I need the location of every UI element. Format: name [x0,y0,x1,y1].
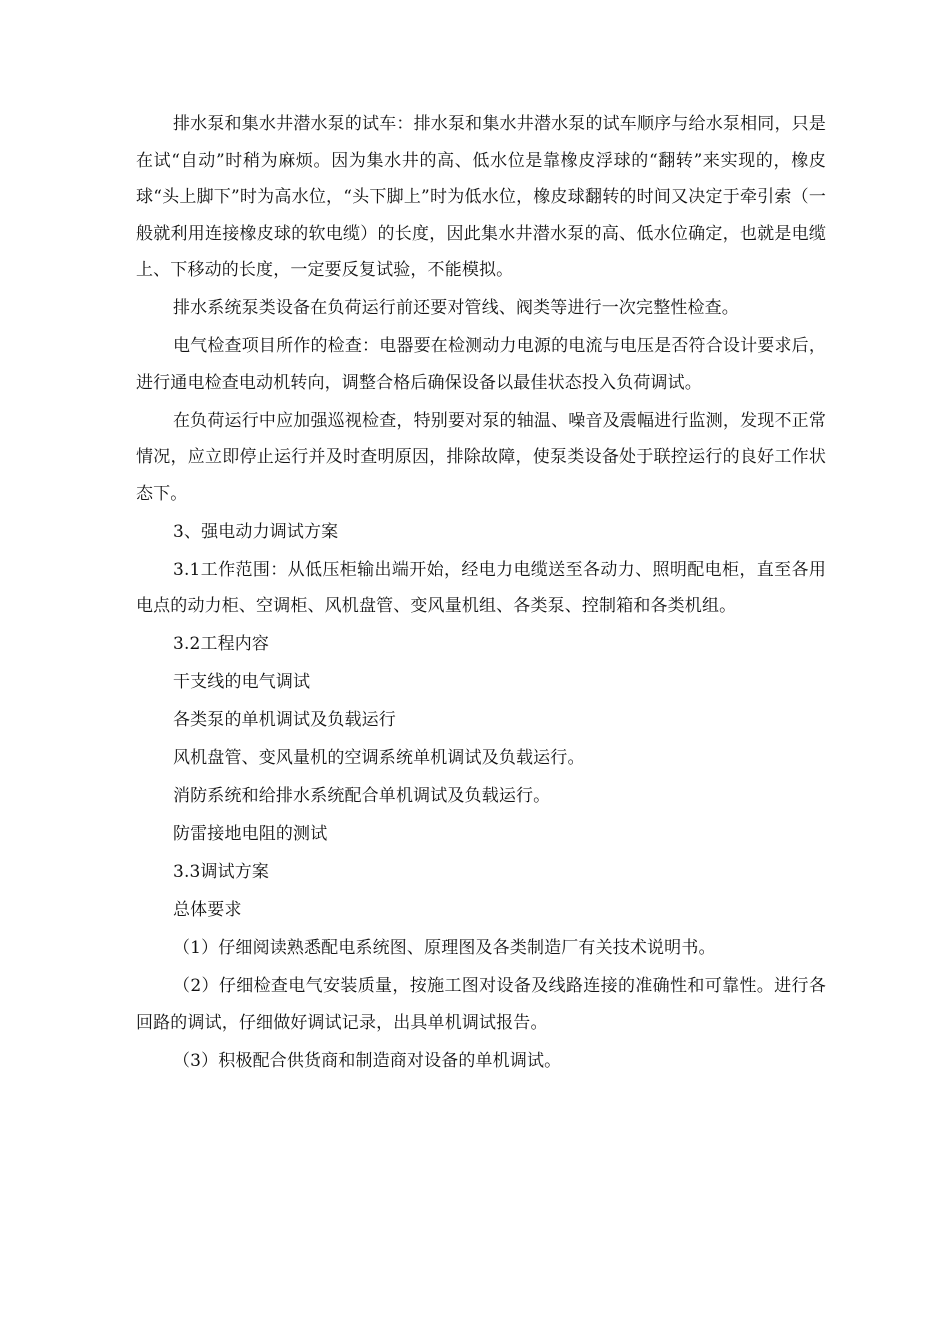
section-heading-test-plan: 3.3调试方案 [173,862,270,882]
list-item-trunk-line-test: 干支线的电气调试 [173,672,311,692]
paragraph-drain-pump-test: 排水泵和集水井潜水泵的试车：排水泵和集水井潜水泵的试车顺序与给水泵相同，只是在试“自动”时稍为麻烦。因为集水井的高、低水位是靠橡皮浮球的“翻转”来实现的，橡皮球“头上脚下”时为高水位，“头下脚上”时为低水位，橡皮球翻转的时间又决定于牵引索（一般就利用连接橡皮球的软电缆）的长度，因此集水井潜水泵的高、低水位确定，也就是电缆上、下移动的长度，一定要反复试验，不能模拟。 [136,114,826,280]
section-heading-power-commissioning: 3、强电动力调试方案 [173,521,339,542]
list-item-grounding-test: 防雷接地电阻的测试 [173,824,328,844]
subheading-general-requirements: 总体要求 [173,900,242,920]
requirement-item-2: （2）仔细检查电气安装质量，按施工图对设备及线路连接的准确性和可靠性。进行各回路的调试，仔细做好调试记录，出具单机调试报告。 [136,976,826,1033]
document-body [136,106,826,1081]
requirement-item-3: （3）积极配合供货商和制造商对设备的单机调试。 [173,1050,562,1071]
list-item-fan-coil-test: 风机盘管、变风量机的空调系统单机调试及负载运行。 [173,748,585,768]
requirement-item-1: （1）仔细阅读熟悉配电系统图、原理图及各类制造厂有关技术说明书。 [173,938,716,958]
list-item-pump-test: 各类泵的单机调试及负载运行 [173,710,396,730]
list-item-fire-water-test: 消防系统和给排水系统配合单机调试及负载运行。 [173,786,551,806]
paragraph-pipeline-check: 排水系统泵类设备在负荷运行前还要对管线、阀类等进行一次完整性检查。 [173,298,739,318]
section-heading-work-content: 3.2工程内容 [173,634,270,654]
paragraph-work-scope: 3.1工作范围：从低压柜输出端开始，经电力电缆送至各动力、照明配电柜，直至各用电点的动力柜、空调柜、风机盘管、变风量机组、各类泵、控制箱和各类机组。 [136,559,826,616]
paragraph-load-inspection: 在负荷运行中应加强巡视检查，特别要对泵的轴温、噪音及震幅进行监测，发现不正常情况，应立即停止运行并及时查明原因，排除故障，使泵类设备处于联控运行的良好工作状态下。 [136,410,826,504]
paragraph-electrical-check: 电气检查项目所作的检查：电器要在检测动力电源的电流与电压是否符合设计要求后，进行通电检查电动机转向，调整合格后确保设备以最佳状态投入负荷调试。 [136,336,826,393]
